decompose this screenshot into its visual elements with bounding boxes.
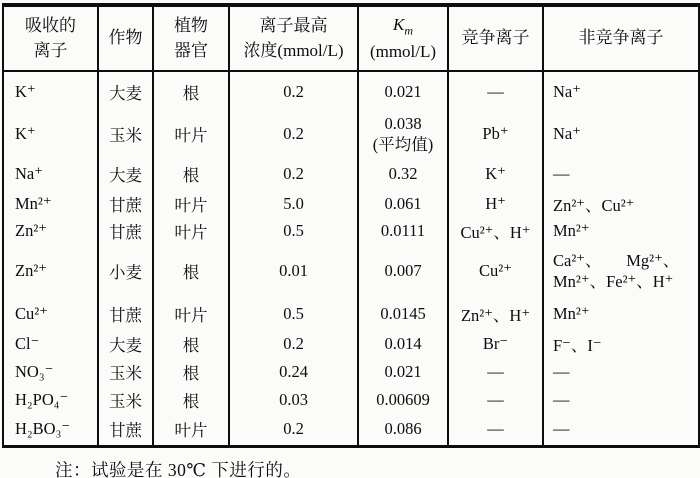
km-symbol: $K_m$ — [392, 14, 413, 38]
cell-text: Mn²⁺ — [553, 303, 590, 323]
concentration-cell — [229, 358, 358, 386]
cell-text: 大麦 — [109, 83, 142, 103]
cell-text: 甘蔗 — [109, 195, 142, 215]
km-cell — [358, 217, 448, 245]
competing-cell — [448, 386, 543, 413]
crop-cell — [98, 157, 153, 190]
cell-text: Zn²⁺ — [15, 221, 47, 240]
cell-text: 0.5 — [283, 303, 304, 323]
cell-text: Cl⁻ — [15, 334, 40, 353]
cell-text: Cu²⁺、H⁺ — [460, 223, 531, 242]
header-text: 非竞争离子 — [578, 28, 664, 48]
cell-text: Zn²⁺ — [15, 261, 47, 280]
cell-text: 根 — [182, 263, 200, 282]
organ-cell — [153, 157, 229, 190]
noncompeting-cell — [543, 190, 699, 217]
cell-text: — — [553, 163, 570, 183]
competing-cell — [448, 111, 543, 157]
cell-text: 0.014 — [384, 334, 422, 353]
ion-cell — [3, 386, 98, 413]
noncompeting-cell — [543, 330, 699, 358]
header-text: 离子最高 — [259, 15, 328, 35]
organ-cell — [153, 190, 229, 217]
ion-cell — [3, 157, 98, 190]
km-cell — [358, 386, 448, 413]
km-unit: (mmol/L) — [369, 41, 437, 61]
cell-text: 大麦 — [109, 165, 142, 185]
cell-text: 0.01 — [279, 261, 308, 280]
header-text: 竞争离子 — [461, 28, 530, 48]
cell-text: 甘蔗 — [109, 420, 142, 440]
crop-cell — [98, 245, 153, 297]
km-cell — [358, 71, 448, 111]
cell-text: 小麦 — [109, 263, 142, 282]
organ-cell — [153, 386, 229, 413]
table-row — [3, 386, 699, 413]
cell-text: Pb⁺ — [482, 124, 509, 143]
table-row — [3, 330, 699, 358]
ion-cell — [3, 217, 98, 245]
cell-text: H⁺ — [485, 193, 506, 213]
competing-cell — [448, 190, 543, 217]
cell-text: 5.0 — [283, 193, 304, 213]
cell-text: Mn²⁺ — [553, 221, 590, 240]
cell-text: 玉米 — [109, 126, 142, 145]
cell-text: (平均值) — [372, 135, 434, 154]
organ-cell — [153, 330, 229, 358]
cell-text: Ca²⁺、 Mg²⁺、 — [553, 250, 680, 270]
table-row — [3, 190, 699, 217]
cell-text: 0.086 — [384, 418, 422, 438]
cell-text: 0.0111 — [380, 221, 426, 240]
header-text: 离子 — [33, 40, 68, 60]
cell-text: NO₃⁻ — [15, 362, 54, 381]
table-row — [3, 297, 699, 330]
competing-cell — [448, 297, 543, 330]
cell-text: Mn²⁺、Fe²⁺、H⁺ — [553, 272, 674, 291]
cell-text: 0.2 — [283, 334, 304, 353]
cell-text: 根 — [182, 165, 200, 185]
concentration-cell — [229, 157, 358, 190]
competing-cell — [448, 330, 543, 358]
competing-cell — [448, 157, 543, 190]
cell-text: 根 — [182, 364, 200, 383]
crop-cell — [98, 297, 153, 330]
organ-cell — [153, 358, 229, 386]
cell-text: Cu²⁺ — [479, 261, 512, 280]
header-absorbed-ion — [3, 5, 98, 71]
header-plant-organ — [153, 5, 229, 71]
km-cell — [358, 358, 448, 386]
concentration-cell — [229, 111, 358, 157]
cell-text: Na⁺ — [15, 163, 43, 183]
header-km — [358, 5, 448, 71]
crop-cell — [98, 413, 153, 446]
km-cell — [358, 245, 448, 297]
header-row — [3, 5, 699, 71]
cell-text: 根 — [182, 336, 200, 355]
cell-text: Zn²⁺、H⁺ — [460, 305, 531, 325]
concentration-cell — [229, 413, 358, 446]
noncompeting-cell — [543, 71, 699, 111]
noncompeting-cell — [543, 297, 699, 330]
header-text: 植物 — [174, 15, 208, 35]
cell-text: 甘蔗 — [109, 223, 142, 242]
cell-text: K⁺ — [485, 163, 506, 183]
table-footnote: 注：试验是在 30℃ 下进行的。 — [55, 459, 302, 478]
concentration-cell — [229, 217, 358, 245]
header-text: 器官 — [174, 40, 208, 60]
cell-text: 0.03 — [279, 389, 308, 409]
crop-cell — [98, 190, 153, 217]
cell-text: Cu²⁺ — [15, 303, 48, 323]
cell-text: 0.5 — [283, 221, 304, 240]
cell-text: 0.021 — [384, 81, 422, 101]
cell-text: Br⁻ — [482, 334, 509, 353]
cell-text: 0.2 — [283, 163, 304, 183]
crop-cell — [98, 386, 153, 413]
header-text: 吸收的 — [25, 15, 76, 35]
cell-text: Na⁺ — [553, 124, 581, 143]
table-row — [3, 245, 699, 297]
header-crop — [98, 5, 153, 71]
cell-text: 0.00609 — [376, 389, 430, 409]
cell-text: 叶片 — [174, 305, 208, 325]
cell-text: — — [553, 389, 570, 409]
km-cell — [358, 413, 448, 446]
cell-text: 叶片 — [174, 126, 208, 145]
km-cell — [358, 330, 448, 358]
crop-cell — [98, 217, 153, 245]
noncompeting-cell — [543, 217, 699, 245]
cell-text: 叶片 — [174, 195, 208, 215]
cell-text: H₂PO₄⁻ — [15, 389, 69, 409]
header-noncompeting-ions — [543, 5, 699, 71]
cell-text: 甘蔗 — [109, 305, 142, 325]
competing-cell — [448, 217, 543, 245]
table-row — [3, 413, 699, 446]
concentration-cell — [229, 245, 358, 297]
ion-absorption-km-table — [2, 3, 700, 448]
competing-cell — [448, 245, 543, 297]
table-row — [3, 71, 699, 111]
header-max-concentration — [229, 5, 358, 71]
header-text: 作物 — [108, 28, 143, 48]
cell-text: Na⁺ — [553, 81, 581, 101]
table-row — [3, 157, 699, 190]
noncompeting-cell — [543, 245, 699, 297]
concentration-cell — [229, 386, 358, 413]
cell-text: 0.038 — [384, 113, 422, 133]
cell-text: 根 — [182, 391, 200, 411]
organ-cell — [153, 71, 229, 111]
concentration-cell — [229, 330, 358, 358]
cell-text: 0.2 — [283, 81, 304, 101]
ion-cell — [3, 111, 98, 157]
organ-cell — [153, 217, 229, 245]
cell-text: H₂BO₃⁻ — [15, 418, 71, 438]
cell-text: 0.32 — [388, 163, 418, 183]
crop-cell — [98, 111, 153, 157]
organ-cell — [153, 245, 229, 297]
ion-cell — [3, 358, 98, 386]
noncompeting-cell — [543, 111, 699, 157]
ion-cell — [3, 413, 98, 446]
ion-cell — [3, 190, 98, 217]
cell-text: 玉米 — [109, 364, 142, 383]
noncompeting-cell — [543, 358, 699, 386]
cell-text: 大麦 — [109, 336, 142, 355]
concentration-cell — [229, 297, 358, 330]
concentration-cell — [229, 190, 358, 217]
organ-cell — [153, 111, 229, 157]
crop-cell — [98, 71, 153, 111]
organ-cell — [153, 413, 229, 446]
table-row — [3, 358, 699, 386]
cell-text: 0.0145 — [380, 303, 426, 323]
ion-cell — [3, 297, 98, 330]
km-cell — [358, 297, 448, 330]
cell-text: Zn²⁺、Cu²⁺ — [553, 195, 635, 215]
cell-text: — — [487, 418, 504, 438]
cell-text: 0.24 — [279, 362, 308, 381]
header-text: 浓度(mmol/L) — [243, 40, 344, 60]
cell-text: 叶片 — [174, 420, 208, 440]
cell-text: — — [487, 81, 504, 101]
cell-text: K⁺ — [15, 124, 36, 143]
cell-text: K⁺ — [15, 81, 36, 101]
noncompeting-cell — [543, 386, 699, 413]
crop-cell — [98, 358, 153, 386]
ion-cell — [3, 245, 98, 297]
cell-text: — — [487, 389, 504, 409]
table-row — [3, 111, 699, 157]
cell-text: 叶片 — [174, 223, 208, 242]
km-cell — [358, 190, 448, 217]
noncompeting-cell — [543, 413, 699, 446]
competing-cell — [448, 71, 543, 111]
table-row — [3, 217, 699, 245]
ion-cell — [3, 330, 98, 358]
noncompeting-cell — [543, 157, 699, 190]
km-cell — [358, 157, 448, 190]
scanned-table-page — [0, 3, 700, 478]
cell-text: — — [553, 418, 570, 438]
cell-text: Mn²⁺ — [15, 193, 52, 213]
cell-text: 0.2 — [283, 124, 304, 143]
km-cell — [358, 111, 448, 157]
header-competing-ions — [448, 5, 543, 71]
cell-text: — — [487, 362, 504, 381]
cell-text: 0.2 — [283, 418, 304, 438]
ion-cell — [3, 71, 98, 111]
cell-text: 0.061 — [384, 193, 422, 213]
cell-text: 0.007 — [384, 261, 422, 280]
organ-cell — [153, 297, 229, 330]
cell-text: 0.021 — [384, 362, 422, 381]
concentration-cell — [229, 71, 358, 111]
cell-text: 玉米 — [109, 391, 142, 411]
cell-text: F⁻、I⁻ — [553, 336, 602, 355]
competing-cell — [448, 358, 543, 386]
cell-text: — — [553, 362, 570, 381]
crop-cell — [98, 330, 153, 358]
cell-text: 根 — [182, 83, 200, 103]
competing-cell — [448, 413, 543, 446]
